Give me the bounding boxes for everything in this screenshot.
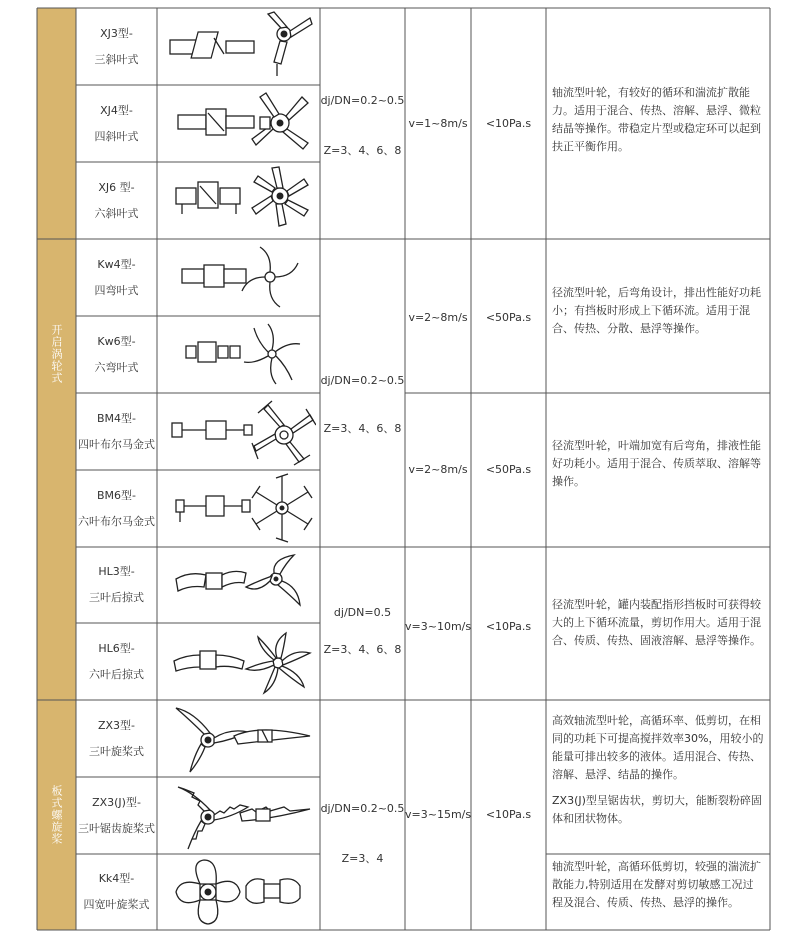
bm4-impeller-icon: [160, 395, 316, 467]
model-code: BM4型-: [96, 411, 136, 425]
blade-count-value: Z=3、4、6、8: [323, 643, 402, 656]
impeller-name-cell: [76, 239, 157, 316]
model-type: 四宽叶旋桨式: [83, 898, 150, 911]
model-type: 三叶后掠式: [89, 591, 144, 604]
model-code: HL6型-: [98, 641, 135, 655]
xj6-impeller-icon: [160, 164, 316, 236]
category-label: 开启涡轮式: [50, 324, 63, 384]
ratio-value: dj/DN=0.2~0.5: [320, 94, 405, 107]
description-text: 径流型叶轮，叶端加宽有后弯角，排液性能好功耗小。适用于混合、传质萃取、溶解等操作。: [552, 439, 761, 488]
impeller-name-cell: [76, 8, 157, 85]
description-text: 径流型叶轮，罐内装配指形挡板时可获得较大的上下循环流量，剪切作用大。适用于混合、传质、传热、固液溶解、悬浮等操作。: [552, 598, 761, 647]
impeller-name-cell: [76, 547, 157, 623]
ratio-value: dj/DN=0.2~0.5: [320, 374, 405, 387]
hl6-impeller-icon: [160, 625, 316, 697]
viscosity-value: <50Pa.s: [485, 311, 532, 324]
kw4-impeller-icon: [160, 241, 316, 313]
hl3-impeller-icon: [160, 549, 316, 621]
model-type: 三叶锯齿旋桨式: [78, 821, 155, 835]
viscosity-value: <50Pa.s: [485, 463, 532, 476]
description-text: 轴流型叶轮，高循环低剪切，较强的湍流扩散能力,特别适用在发酵对剪切敏感工况过程及混合、传质、传热、悬浮的操作。: [552, 860, 761, 909]
tip-speed-value: v=1~8m/s: [408, 117, 468, 130]
model-type: 三叶旋桨式: [89, 744, 144, 758]
ratio-value: dj/DN=0.2~0.5: [320, 802, 405, 815]
tip-speed-value: v=2~8m/s: [408, 311, 468, 324]
model-type: 三斜叶式: [94, 52, 139, 66]
blade-count-value: Z=3、4、6、8: [323, 422, 402, 435]
model-code: XJ6 型-: [98, 180, 135, 194]
viscosity-value: <10Pa.s: [485, 620, 532, 633]
tip-speed-value: v=3~10m/s: [405, 620, 472, 633]
model-type: 四叶布尔马金式: [78, 437, 155, 451]
impeller-name-cell: [76, 393, 157, 470]
model-type: 六弯叶式: [94, 360, 139, 374]
description-text: 轴流型叶轮，有较好的循环和湍流扩散能力。适用于混合、传热、溶解、悬浮、微粒结晶等操作。带稳定片型或稳定环可以起到扶正平衡作用。: [552, 86, 761, 153]
description: [552, 858, 764, 912]
model-code: XJ4型-: [100, 103, 133, 117]
model-type: 六叶后掠式: [89, 667, 144, 681]
description: [552, 284, 762, 338]
impeller-name-cell: [76, 700, 157, 777]
description-text: 高效轴流型叶轮，高循环率、低剪切，在相同的功耗下可提高搅拌效率30%，用较小的能量可排出较多的液体。适用混合、传热、溶解、悬浮、结晶的操作。: [552, 714, 764, 781]
description-text: 径流型叶轮，后弯角设计，排出性能好功耗小；有挡板时形成上下循环流。适用于混合、传热、分散、悬浮等操作。: [552, 286, 761, 335]
model-type: 六斜叶式: [94, 206, 139, 220]
description-text: ZX3(J)型呈锯齿状，剪切大，能断裂粉碎固体和团状物体。: [552, 794, 762, 825]
ratio-value: dj/DN=0.5: [333, 606, 392, 619]
description: [552, 437, 762, 491]
model-code: Kk4型-: [98, 872, 135, 885]
tip-speed-value: v=2~8m/s: [408, 463, 468, 476]
model-type: 四弯叶式: [94, 283, 139, 297]
kk4-impeller-icon: [160, 856, 316, 928]
model-type: 六叶布尔马金式: [78, 514, 155, 528]
xj3-impeller-icon: [160, 10, 316, 82]
category-label: 板式螺旋桨: [50, 785, 63, 845]
blade-count-value: Z=3、4: [341, 852, 384, 865]
xj4-impeller-icon: [160, 87, 316, 159]
zx3j-impeller-icon: [160, 779, 316, 851]
viscosity-value: <10Pa.s: [485, 808, 532, 821]
viscosity-value: <10Pa.s: [485, 117, 532, 130]
impeller-name-cell: [76, 316, 157, 393]
model-code: BM6型-: [96, 488, 136, 502]
impeller-name-cell: [76, 623, 157, 700]
model-code: ZX3型-: [97, 718, 136, 732]
impeller-name-cell: [76, 162, 157, 239]
model-code: Kw4型-: [97, 257, 136, 271]
impeller-name-cell: [76, 854, 157, 930]
model-code: Kw6型-: [97, 334, 136, 348]
description: [552, 596, 762, 650]
model-type: 四斜叶式: [94, 129, 139, 143]
blade-count-value: Z=3、4、6、8: [323, 144, 402, 157]
description: [552, 84, 762, 156]
model-code: HL3型-: [98, 565, 135, 578]
tip-speed-value: v=3~15m/s: [405, 808, 472, 821]
zx3-impeller-icon: [160, 702, 316, 774]
model-code: XJ3型-: [100, 26, 133, 40]
bm6-impeller-icon: [160, 472, 316, 544]
impeller-name-cell: [76, 777, 157, 854]
kw6-impeller-icon: [160, 318, 316, 390]
impeller-name-cell: [76, 85, 157, 162]
impeller-name-cell: [76, 470, 157, 547]
description: [552, 712, 764, 828]
model-code: ZX3(J)型-: [92, 795, 141, 809]
